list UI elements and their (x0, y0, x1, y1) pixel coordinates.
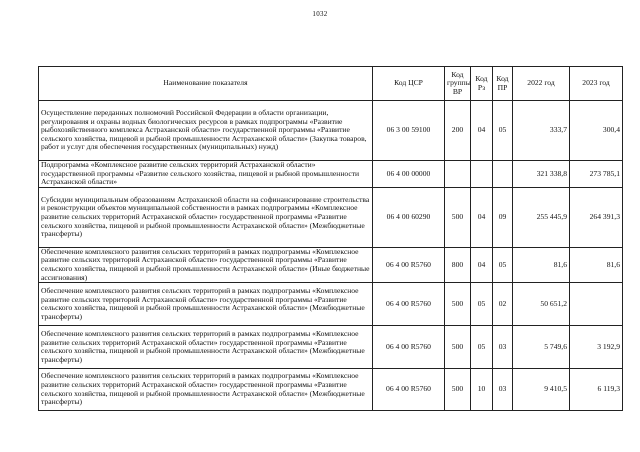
header-2023: 2023 год (570, 67, 623, 101)
row-name: Обеспечение комплексного развития сельских территорий в рамках подпрограммы «Комплексное развитие сельских территорий Астраханской области» государственной программы «Развитие сельского хозяйства, пищевой и рыбной промышленности Астраханской области» (Иные бюджетные ассигнования) (39, 247, 373, 282)
header-vr: Код группы ВР (445, 67, 471, 101)
row-2023: 273 785,1 (570, 161, 623, 188)
row-vr: 500 (445, 369, 471, 411)
row-2022: 255 445,9 (513, 187, 570, 247)
table-row (39, 247, 623, 282)
table-row (39, 187, 623, 247)
row-csr: 06 4 00 R5760 (373, 369, 445, 411)
row-rz (471, 161, 493, 188)
row-rz: 04 (471, 247, 493, 282)
row-rz: 04 (471, 187, 493, 247)
row-2022: 9 410,5 (513, 369, 570, 411)
row-2022: 81,6 (513, 247, 570, 282)
row-pr: 09 (493, 187, 513, 247)
row-pr: 02 (493, 283, 513, 326)
row-csr: 06 4 00 R5760 (373, 283, 445, 326)
row-2023: 264 391,3 (570, 187, 623, 247)
row-2022: 333,7 (513, 101, 570, 161)
row-2023: 6 119,3 (570, 369, 623, 411)
row-name: Осуществление переданных полномочий Российской Федерации в области организации, регулирования и охраны водных биологических ресурсов в рамках подпрограммы «Развитие рыбохозяйственного комплекса Астраханской области» государственной программы «Развитие сельского хозяйства, пищевой и рыбной промышленности Астраханской области» (Закупка товаров, работ и услуг для обеспечения государственных (муниципальных) нужд) (39, 101, 373, 161)
row-name: Обеспечение комплексного развития сельских территорий в рамках подпрограммы «Комплексное развитие сельских территорий Астраханской области» государственной программы «Развитие сельского хозяйства, пищевой и рыбной промышленности Астраханской области» (Межбюджетные трансферты) (39, 369, 373, 411)
row-name: Обеспечение комплексного развития сельских территорий в рамках подпрограммы «Комплексное развитие сельских территорий Астраханской области» государственной программы «Развитие сельского хозяйства, пищевой и рыбной промышленности Астраханской области» (Межбюджетные трансферты) (39, 326, 373, 369)
row-csr: 06 3 00 59100 (373, 101, 445, 161)
row-name: Подпрограмма «Комплексное развитие сельских территорий Астраханской области» государственной программы «Развитие сельского хозяйства, пищевой и рыбной промышленности Астраханской области» (39, 161, 373, 188)
row-pr: 05 (493, 101, 513, 161)
row-csr: 06 4 00 00000 (373, 161, 445, 188)
row-vr: 200 (445, 101, 471, 161)
row-2022: 5 749,6 (513, 326, 570, 369)
row-name: Обеспечение комплексного развития сельских территорий в рамках подпрограммы «Комплексное развитие сельских территорий Астраханской области» государственной программы «Развитие сельского хозяйства, пищевой и рыбной промышленности Астраханской области» (Межбюджетные трансферты) (39, 283, 373, 326)
header-pr: Код ПР (493, 67, 513, 101)
header-2022: 2022 год (513, 67, 570, 101)
row-pr: 03 (493, 326, 513, 369)
row-2023 (570, 283, 623, 326)
table-row (39, 326, 623, 369)
row-2022: 321 338,8 (513, 161, 570, 188)
row-vr: 500 (445, 283, 471, 326)
row-2023: 300,4 (570, 101, 623, 161)
table-row (39, 101, 623, 161)
row-rz: 10 (471, 369, 493, 411)
row-vr: 500 (445, 326, 471, 369)
row-vr: 500 (445, 187, 471, 247)
page-number: 1032 (312, 10, 328, 18)
table-header-row (39, 67, 623, 101)
row-rz: 05 (471, 283, 493, 326)
row-csr: 06 4 00 R5760 (373, 326, 445, 369)
budget-table (38, 66, 623, 411)
row-rz: 05 (471, 326, 493, 369)
header-name: Наименование показателя (39, 67, 373, 101)
row-vr (445, 161, 471, 188)
row-vr: 800 (445, 247, 471, 282)
row-2023: 81,6 (570, 247, 623, 282)
row-csr: 06 4 00 60290 (373, 187, 445, 247)
row-name: Субсидии муниципальным образованиям Астраханской области на софинансирование строительства и реконструкции объектов муниципальной собственности в рамках подпрограммы «Комплексное развитие сельских территорий Астраханской области» государственной программы «Развитие сельского хозяйства, пищевой и рыбной промышленности Астраханской области» (Межбюджетные трансферты) (39, 187, 373, 247)
row-2023: 3 192,9 (570, 326, 623, 369)
table-row (39, 161, 623, 188)
row-pr: 03 (493, 369, 513, 411)
row-2022: 50 651,2 (513, 283, 570, 326)
row-csr: 06 4 00 R5760 (373, 247, 445, 282)
table-row (39, 369, 623, 411)
row-pr (493, 161, 513, 188)
table-row (39, 283, 623, 326)
row-pr: 05 (493, 247, 513, 282)
header-csr: Код ЦСР (373, 67, 445, 101)
header-rz: Код Рз (471, 67, 493, 101)
row-rz: 04 (471, 101, 493, 161)
